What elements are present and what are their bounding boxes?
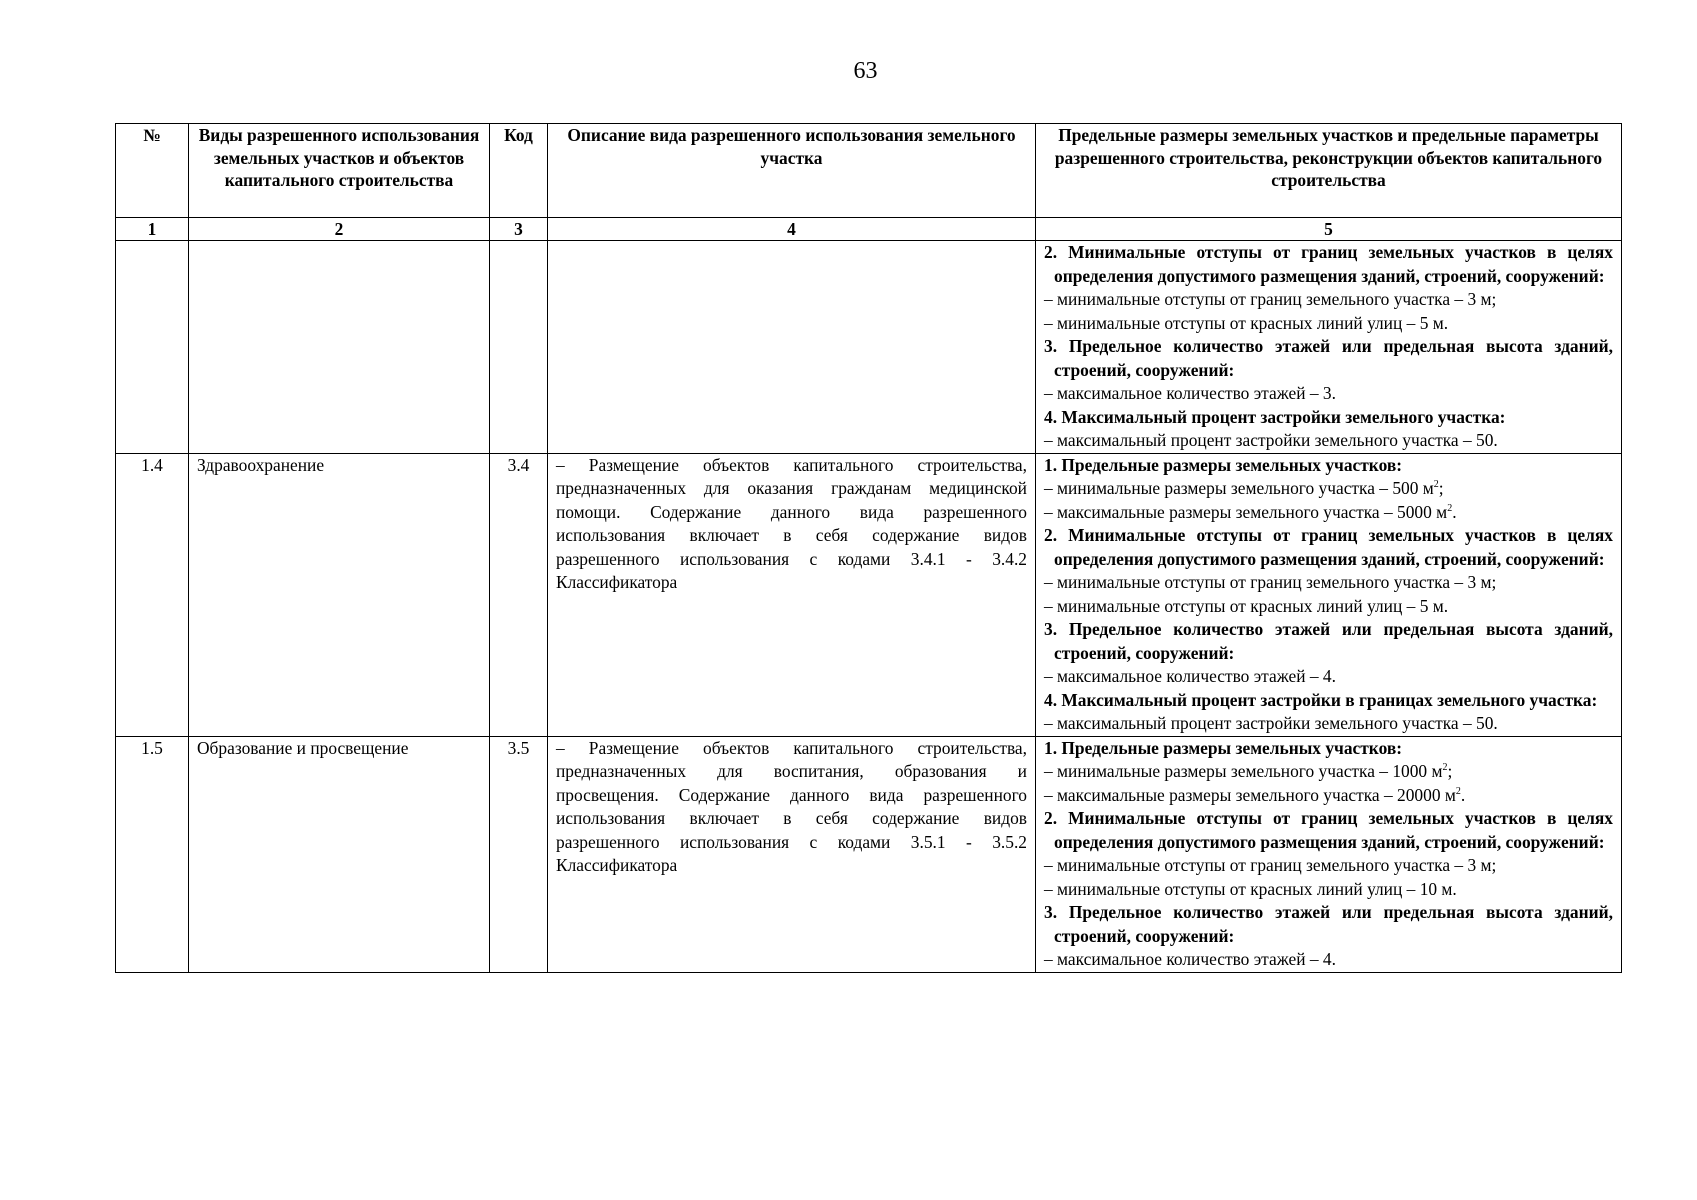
table-row xyxy=(116,241,1622,454)
parameter-heading xyxy=(1044,241,1613,288)
column-number: 4 xyxy=(548,218,1036,241)
row-description: – Размещение объектов капитального строительства, предназначенных для воспитания, образования и просвещения. Содержание данного вида разрешенного использования включает в себя содержание видов разрешенного использования с кодами 3.5.1 - 3.5.2 Классификатора xyxy=(548,736,1036,972)
parameter-text: 3. Предельное количество этажей или предельная высота зданий, строений, сооружений: xyxy=(1044,336,1613,380)
superscript: 2 xyxy=(1442,762,1448,774)
column-number: 5 xyxy=(1036,218,1622,241)
row-code: 3.5 xyxy=(490,736,548,972)
row-code xyxy=(490,241,548,454)
parameter-heading xyxy=(1044,618,1613,665)
header-description: Описание вида разрешенного использования земельного участка xyxy=(548,124,1036,218)
row-description xyxy=(548,241,1036,454)
parameter-text: 1. Предельные размеры земельных участков: xyxy=(1044,737,1403,758)
parameter-text: – максимальные размеры земельного участка – 20000 м xyxy=(1044,784,1456,805)
parameter-heading xyxy=(1044,335,1613,382)
column-number: 3 xyxy=(490,218,548,241)
parameter-text: – максимальное количество этажей – 4. xyxy=(1044,949,1336,969)
parameter-text: 4. Максимальный процент застройки в границах земельного участка: xyxy=(1044,689,1598,710)
parameter-text: – максимальный процент застройки земельного участка – 50. xyxy=(1044,430,1498,450)
parameter-punctuation: ; xyxy=(1447,761,1453,781)
parameter-text: – минимальные отступы от границ земельного участка – 3 м; xyxy=(1044,855,1497,875)
parameter-heading xyxy=(1044,737,1613,761)
table-row xyxy=(116,736,1622,972)
row-code: 3.4 xyxy=(490,453,548,736)
parameter-line xyxy=(1044,477,1613,501)
parameter-line xyxy=(1044,501,1613,525)
parameter-text: – максимальное количество этажей – 3. xyxy=(1044,383,1336,403)
parameter-punctuation: ; xyxy=(1438,478,1444,498)
parameter-line xyxy=(1044,312,1613,336)
parameter-line xyxy=(1044,948,1613,972)
parameter-text: – максимальное количество этажей – 4. xyxy=(1044,666,1336,686)
parameter-text: – минимальные отступы от красных линий улиц – 10 м. xyxy=(1044,878,1457,899)
parameter-line xyxy=(1044,382,1613,406)
parameter-punctuation: . xyxy=(1460,784,1466,805)
parameter-line xyxy=(1044,429,1613,453)
header-code: Код xyxy=(490,124,548,218)
parameter-heading xyxy=(1044,901,1613,948)
row-number xyxy=(116,241,189,454)
column-number: 1 xyxy=(116,218,189,241)
parameter-heading xyxy=(1044,807,1613,854)
row-parameters xyxy=(1036,453,1622,736)
parameter-text: – минимальные размеры земельного участка – 1000 м xyxy=(1044,761,1443,781)
parameter-text: 2. Минимальные отступы от границ земельных участков в целях определения допустимого размещения зданий, строений, сооружений: xyxy=(1044,525,1613,569)
parameter-text: – минимальные отступы от красных линий улиц – 5 м. xyxy=(1044,312,1449,333)
land-use-table xyxy=(115,123,1622,973)
column-number-row xyxy=(116,218,1622,241)
parameter-line xyxy=(1044,854,1613,878)
parameter-line xyxy=(1044,784,1613,808)
parameter-text: – минимальные отступы от границ земельного участка – 3 м; xyxy=(1044,289,1497,309)
header-use-type: Виды разрешенного использования земельных участков и объектов капитального строительства xyxy=(189,124,490,218)
parameter-text: – максимальные размеры земельного участка – 5000 м xyxy=(1044,501,1448,522)
row-parameters xyxy=(1036,736,1622,972)
parameter-text: – максимальный процент застройки земельного участка – 50. xyxy=(1044,713,1498,733)
row-use-type: Здравоохранение xyxy=(189,453,490,736)
parameter-heading xyxy=(1044,454,1613,478)
superscript: 2 xyxy=(1433,479,1439,491)
parameter-text: – минимальные отступы от красных линий улиц – 5 м. xyxy=(1044,595,1449,616)
parameter-line xyxy=(1044,288,1613,312)
parameter-heading xyxy=(1044,689,1613,713)
parameter-text: 3. Предельное количество этажей или предельная высота зданий, строений, сооружений: xyxy=(1044,902,1613,946)
parameter-text: – минимальные размеры земельного участка – 500 м xyxy=(1044,478,1434,498)
parameter-line xyxy=(1044,595,1613,619)
parameter-heading xyxy=(1044,524,1613,571)
parameter-line xyxy=(1044,760,1613,784)
row-use-type xyxy=(189,241,490,454)
parameter-text: – минимальные отступы от границ земельного участка – 3 м; xyxy=(1044,572,1497,592)
row-description: – Размещение объектов капитального строительства, предназначенных для оказания гражданам медицинской помощи. Содержание данного вида разрешенного использования включает в себя содержание видов разрешенного использования с кодами 3.4.1 - 3.4.2 Классификатора xyxy=(548,453,1036,736)
header-number: № xyxy=(116,124,189,218)
column-number: 2 xyxy=(189,218,490,241)
page-number: 63 xyxy=(853,58,878,84)
parameter-text: 2. Минимальные отступы от границ земельных участков в целях определения допустимого размещения зданий, строений, сооружений: xyxy=(1044,242,1613,286)
parameter-line xyxy=(1044,712,1613,736)
table-body xyxy=(116,241,1622,973)
parameter-text: 1. Предельные размеры земельных участков: xyxy=(1044,454,1403,475)
superscript: 2 xyxy=(1455,785,1461,797)
parameter-line xyxy=(1044,571,1613,595)
table-row xyxy=(116,453,1622,736)
parameter-text: 4. Максимальный процент застройки земельного участка: xyxy=(1044,406,1506,427)
superscript: 2 xyxy=(1447,502,1453,514)
parameter-punctuation: . xyxy=(1452,501,1457,522)
parameter-text: 3. Предельное количество этажей или предельная высота зданий, строений, сооружений: xyxy=(1044,619,1613,663)
table-header-row xyxy=(116,124,1622,218)
row-use-type: Образование и просвещение xyxy=(189,736,490,972)
parameter-text: 2. Минимальные отступы от границ земельных участков в целях определения допустимого размещения зданий, строений, сооружений: xyxy=(1044,808,1613,852)
row-parameters xyxy=(1036,241,1622,454)
row-number: 1.4 xyxy=(116,453,189,736)
parameter-heading xyxy=(1044,406,1613,430)
parameter-line xyxy=(1044,665,1613,689)
parameter-line xyxy=(1044,878,1613,902)
row-number: 1.5 xyxy=(116,736,189,972)
header-parameters: Предельные размеры земельных участков и предельные параметры разрешенного строительства, реконструкции объектов капитального строительства xyxy=(1036,124,1622,218)
